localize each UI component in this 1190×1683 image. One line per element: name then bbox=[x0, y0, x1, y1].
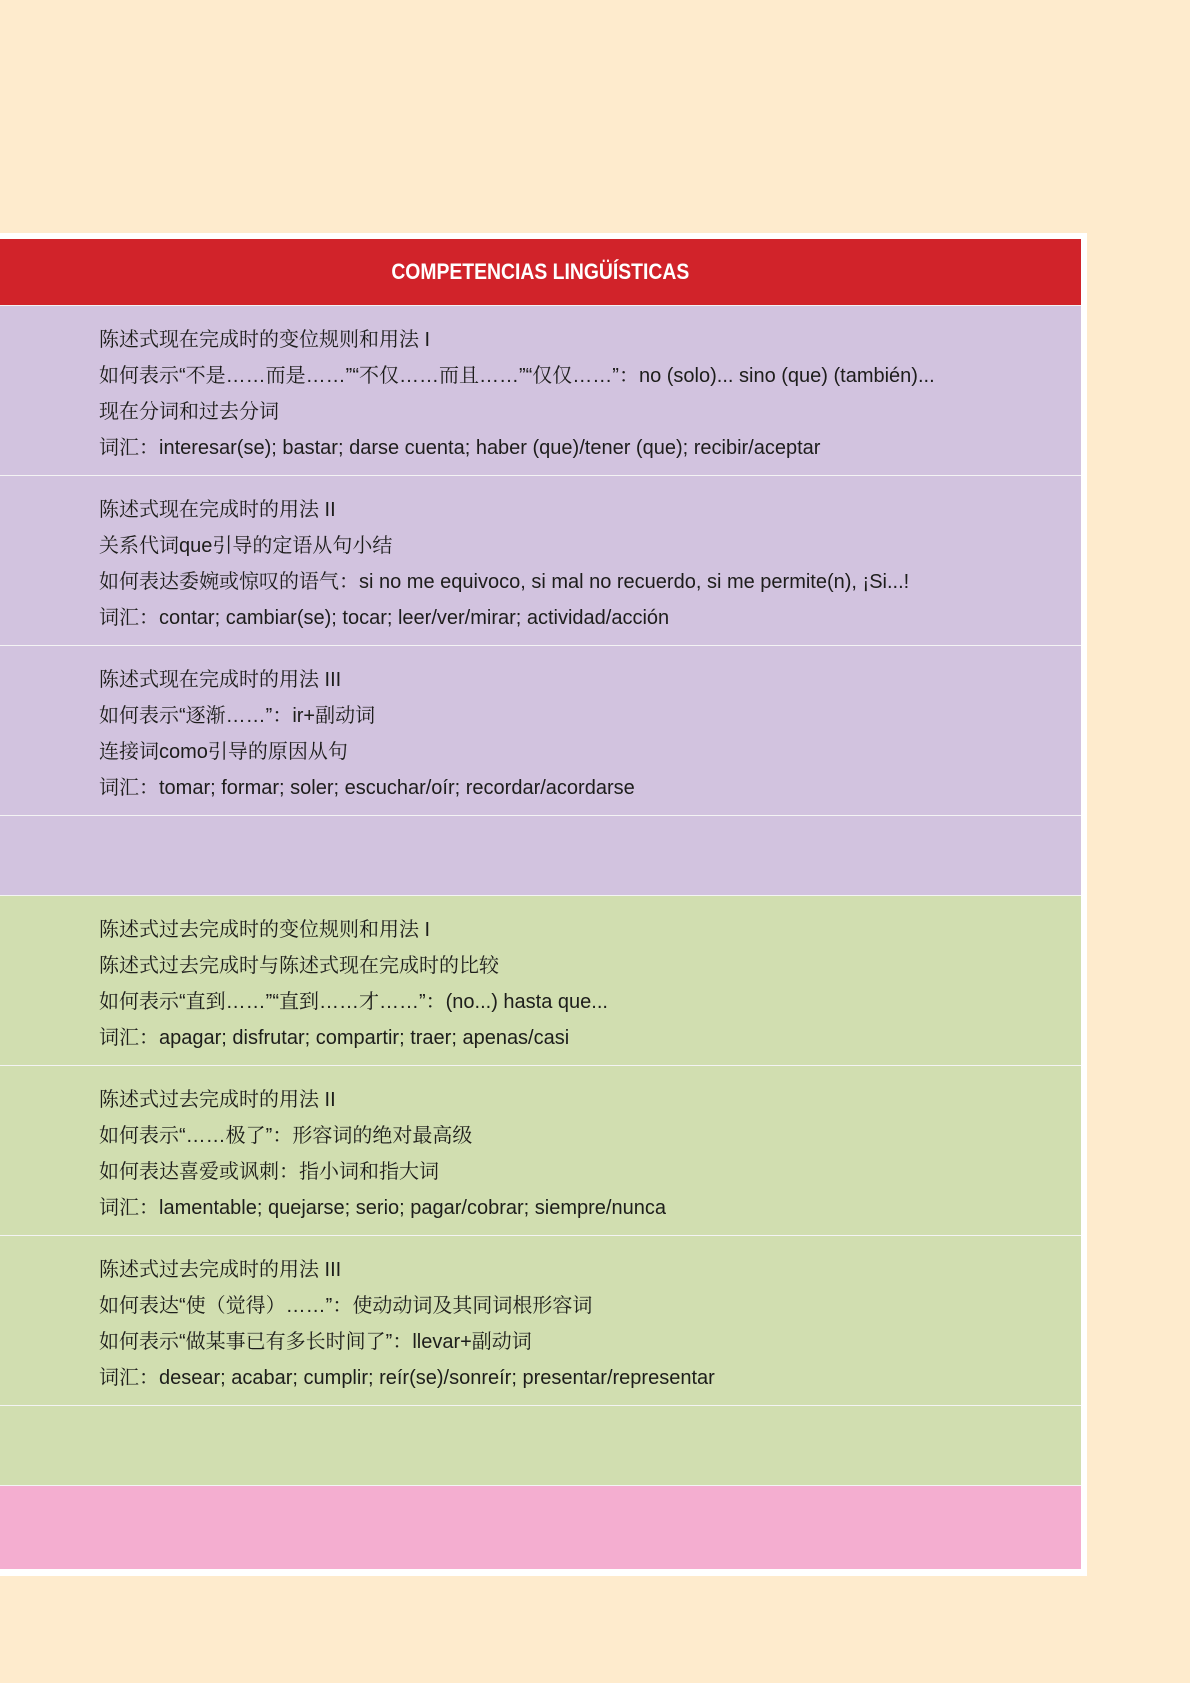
competencies-table bbox=[0, 239, 1081, 1569]
row-line: 词汇：contar; cambiar(se); tocar; leer/ver/mirar; actividad/acción bbox=[99, 607, 670, 629]
table-row bbox=[0, 476, 1081, 646]
table-row-empty bbox=[0, 1486, 1081, 1569]
row-line: 词汇：interesar(se); bastar; darse cuenta; haber (que)/tener (que); recibir/aceptar bbox=[99, 437, 821, 459]
table-row bbox=[0, 306, 1081, 476]
row-line: 如何表示“做某事已有多长时间了”：llevar+副动词 bbox=[99, 1331, 532, 1353]
row-line: 陈述式过去完成时与陈述式现在完成时的比较 bbox=[99, 955, 499, 977]
row-line: 如何表达“使（觉得）……”：使动动词及其同词根形容词 bbox=[99, 1295, 593, 1317]
row-line: 如何表示“直到……”“直到……才……”：(no...) hasta que... bbox=[99, 991, 608, 1013]
row-line: 关系代词que引导的定语从句小结 bbox=[99, 535, 393, 557]
row-line: 词汇：apagar; disfrutar; compartir; traer; apenas/casi bbox=[99, 1027, 570, 1049]
row-line: 如何表示“逐渐……”：ir+副动词 bbox=[99, 705, 376, 727]
row-line: 连接词como引导的原因从句 bbox=[99, 741, 348, 763]
row-line: 如何表示“不是……而是……”“不仅……而且……”“仅仅……”：no (solo)... sino (que) (también)... bbox=[99, 365, 935, 387]
row-line: 词汇：desear; acabar; cumplir; reír(se)/sonreír; presentar/representar bbox=[99, 1367, 715, 1389]
table-row bbox=[0, 646, 1081, 816]
table-row-empty bbox=[0, 816, 1081, 896]
row-line: 如何表达喜爱或讽刺：指小词和指大词 bbox=[99, 1161, 439, 1183]
table-row-empty bbox=[0, 1406, 1081, 1486]
row-line: 陈述式现在完成时的用法 II bbox=[99, 499, 336, 521]
row-line: 如何表示“……极了”：形容词的绝对最高级 bbox=[99, 1125, 473, 1147]
table-row bbox=[0, 1236, 1081, 1406]
row-line: 陈述式过去完成时的用法 II bbox=[99, 1089, 336, 1111]
table-row bbox=[0, 1066, 1081, 1236]
row-line: 词汇：tomar; formar; soler; escuchar/oír; recordar/acordarse bbox=[99, 777, 635, 799]
row-line: 陈述式过去完成时的变位规则和用法 I bbox=[99, 919, 431, 941]
table-frame bbox=[0, 233, 1087, 1576]
row-line: 陈述式过去完成时的用法 III bbox=[99, 1259, 342, 1281]
table-header-title: COMPETENCIAS LINGÜÍSTICAS bbox=[391, 259, 690, 284]
table-row bbox=[0, 896, 1081, 1066]
row-line: 陈述式现在完成时的用法 III bbox=[99, 669, 342, 691]
row-line: 如何表达委婉或惊叹的语气：si no me equivoco, si mal no recuerdo, si me permite(n), ¡Si...! bbox=[99, 571, 910, 593]
row-line: 陈述式现在完成时的变位规则和用法 I bbox=[99, 329, 431, 351]
row-line: 现在分词和过去分词 bbox=[99, 401, 279, 423]
table-header bbox=[0, 239, 1081, 306]
row-line: 词汇：lamentable; quejarse; serio; pagar/cobrar; siempre/nunca bbox=[99, 1197, 666, 1219]
